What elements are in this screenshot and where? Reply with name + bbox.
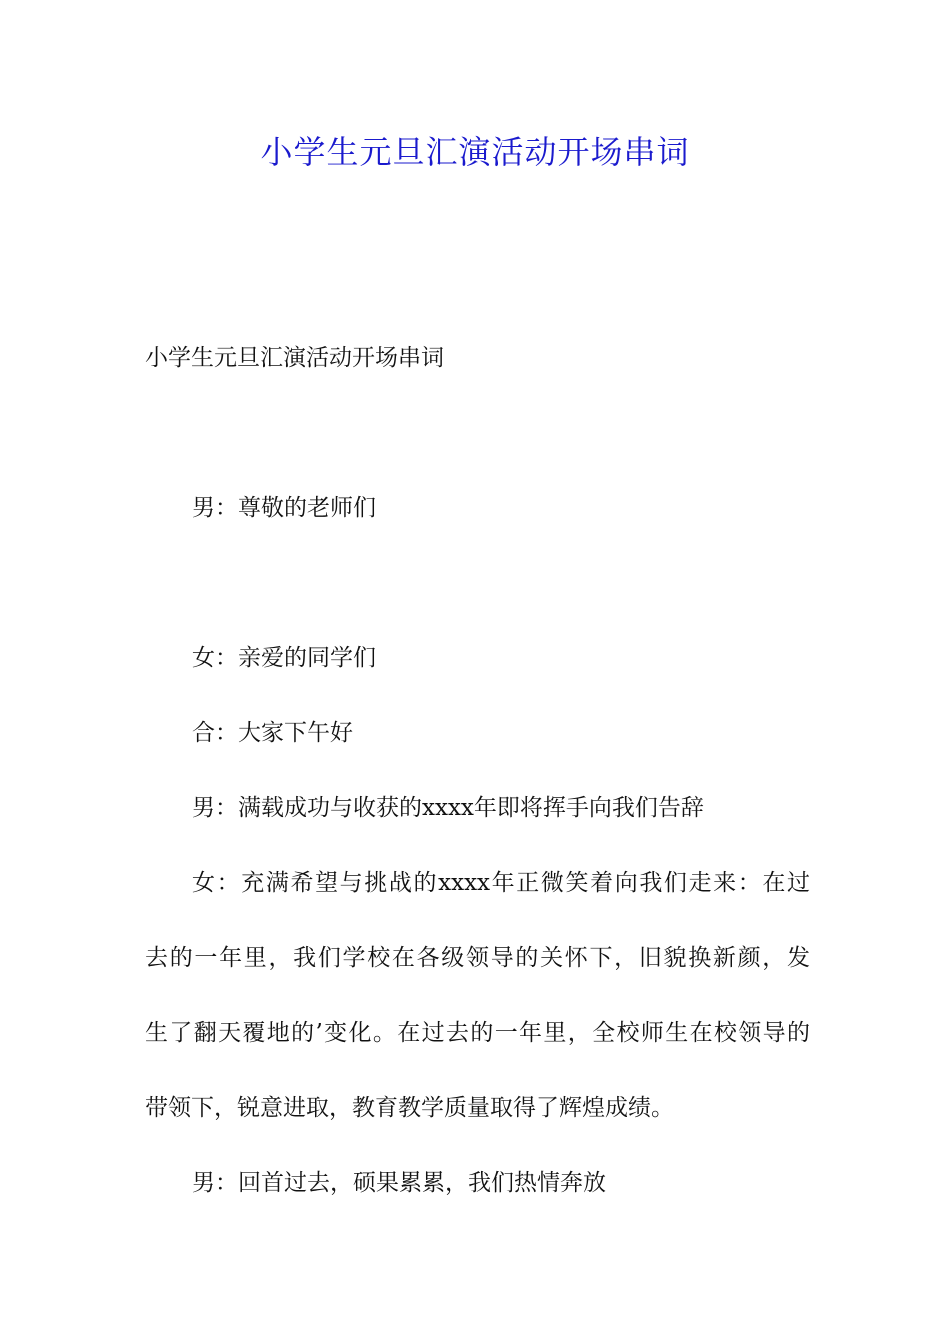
paragraph-line-3: 生了翻天覆地的’变化。在过去的一年里，全校师生在校领导的 bbox=[145, 1020, 810, 1046]
dialogue-line-male-farewell: 男：满载成功与收获的xxxx年即将挥手向我们告辞 bbox=[192, 795, 704, 821]
document-title: 小学生元旦汇演活动开场串词 bbox=[260, 133, 690, 171]
dialogue-line-together-greeting: 合：大家下午好 bbox=[192, 720, 353, 746]
paragraph-line-1: 女：充满希望与挑战的xxxx年正微笑着向我们走来：在过 bbox=[192, 870, 810, 896]
paragraph-line-4: 带领下，锐意进取，教育教学质量取得了辉煌成绩。 bbox=[145, 1095, 674, 1121]
dialogue-line-male-greeting: 男：尊敬的老师们 bbox=[192, 495, 376, 521]
dialogue-line-male-review: 男：回首过去，硕果累累，我们热情奔放 bbox=[192, 1170, 606, 1196]
document-subtitle: 小学生元旦汇演活动开场串词 bbox=[145, 345, 444, 371]
paragraph-line-2: 去的一年里，我们学校在各级领导的关怀下，旧貌换新颜，发 bbox=[145, 945, 810, 971]
dialogue-line-female-greeting: 女：亲爱的同学们 bbox=[192, 645, 376, 671]
